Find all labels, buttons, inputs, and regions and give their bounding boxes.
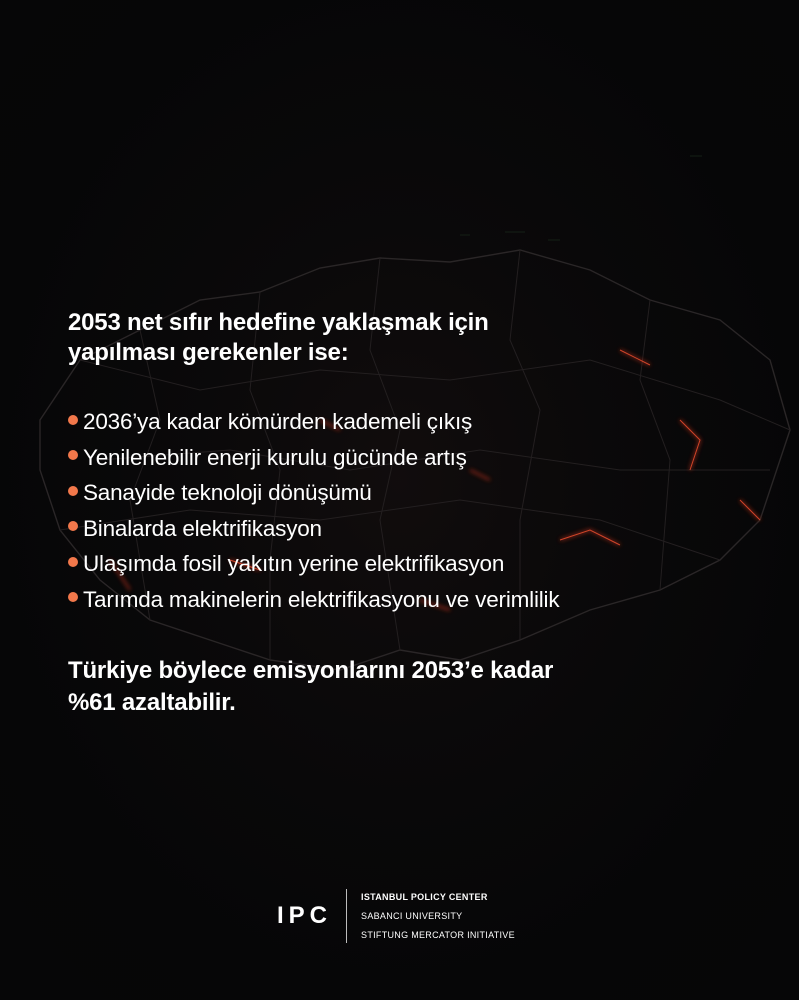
list-item [68, 546, 748, 582]
bullet-dot-icon [68, 592, 78, 602]
bullet-dot-icon [68, 486, 78, 496]
ipc-logo [277, 889, 515, 943]
bullet-text: Yenilenebilir enerji kurulu gücünde artış [83, 444, 467, 470]
logo-text [361, 891, 515, 941]
logo-line-center: ISTANBUL POLICY CENTER [361, 892, 488, 902]
conclusion-line-2: %61 azaltabilir. [68, 689, 236, 716]
heading-line-2: yapılması gerekenler ise: [68, 339, 349, 366]
bullet-dot-icon [68, 450, 78, 460]
logo-line-university: SABANCI UNIVERSITY [361, 911, 463, 921]
logo-line-initiative: STIFTUNG MERCATOR INITIATIVE [361, 930, 515, 940]
list-item [68, 440, 748, 476]
logo-divider [346, 889, 347, 943]
list-item [68, 404, 748, 440]
bullet-list [68, 404, 748, 617]
bullet-dot-icon [68, 521, 78, 531]
conclusion-line-1: Türkiye böylece emisyonlarını 2053’e kadar [68, 657, 554, 684]
list-item [68, 511, 748, 547]
logo-mark: IPC [277, 902, 333, 929]
bullet-text: Sanayide teknoloji dönüşümü [83, 480, 372, 506]
list-item [68, 475, 748, 511]
bullet-text: Ulaşımda fosil yakıtın yerine elektrifikasyon [83, 551, 505, 577]
heading-line-1: 2053 net sıfır hedefine yaklaşmak için [68, 309, 489, 336]
main-content [68, 308, 748, 719]
bullet-text: 2036’ya kadar kömürden kademeli çıkış [83, 409, 473, 435]
list-item [68, 582, 748, 618]
heading [68, 308, 748, 368]
bullet-text: Binalarda elektrifikasyon [83, 515, 322, 541]
bullet-dot-icon [68, 557, 78, 567]
bullet-dot-icon [68, 415, 78, 425]
bullet-text: Tarımda makinelerin elektrifikasyonu ve verimlilik [83, 586, 560, 612]
conclusion [68, 655, 748, 719]
